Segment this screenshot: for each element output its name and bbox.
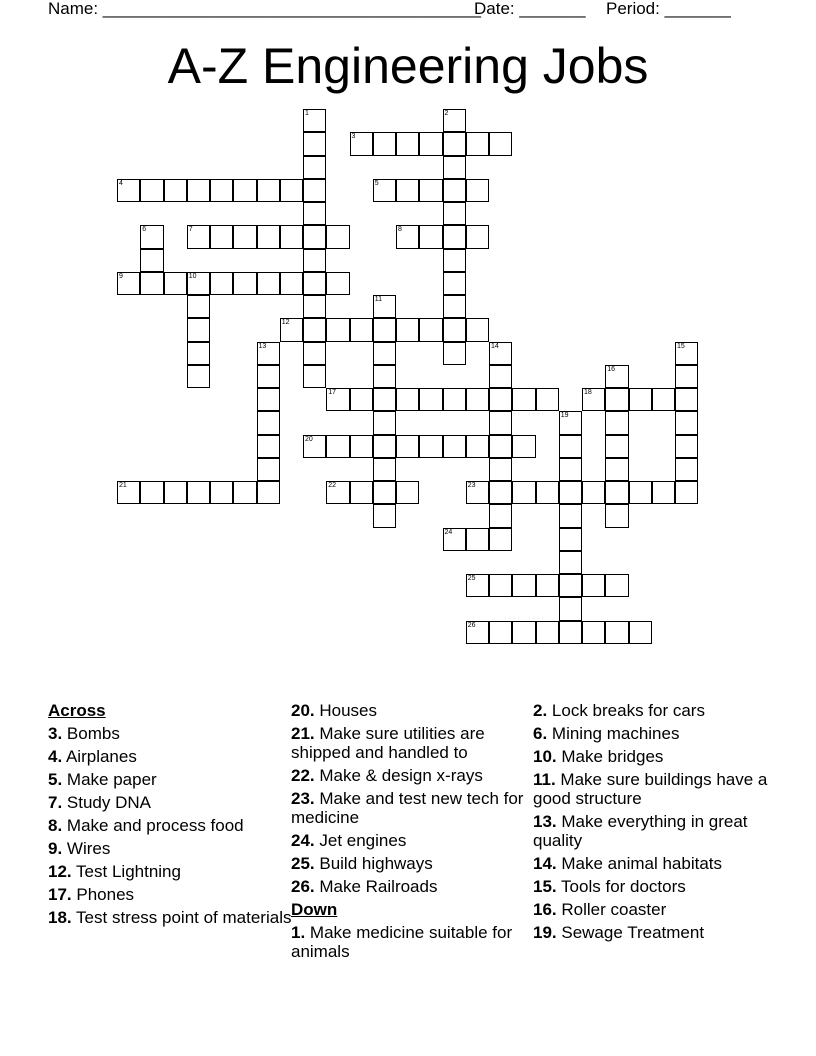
clue-number: 21 xyxy=(119,482,127,489)
grid-cell[interactable] xyxy=(373,481,396,504)
clue-number: 14. xyxy=(533,854,557,873)
grid-cell[interactable] xyxy=(489,411,512,434)
clue-item xyxy=(533,770,778,808)
grid-cell[interactable] xyxy=(443,202,466,225)
grid-cell[interactable] xyxy=(164,272,187,295)
grid-cell[interactable] xyxy=(326,318,349,341)
grid-cell[interactable] xyxy=(559,597,582,620)
grid-cell[interactable] xyxy=(605,574,628,597)
clue-number: 18 xyxy=(584,389,592,396)
clue-item xyxy=(48,793,293,812)
clue-item xyxy=(533,701,778,720)
grid-cell[interactable] xyxy=(443,109,466,132)
grid-cell[interactable] xyxy=(489,621,512,644)
clue-number: 12. xyxy=(48,862,72,881)
grid-cell[interactable] xyxy=(489,574,512,597)
grid-cell[interactable] xyxy=(257,388,280,411)
grid-cell[interactable] xyxy=(443,388,466,411)
grid-cell[interactable] xyxy=(605,458,628,481)
clue-number: 4. xyxy=(48,747,63,766)
grid-cell[interactable] xyxy=(466,132,489,155)
grid-cell[interactable] xyxy=(582,574,605,597)
clue-number: 4 xyxy=(119,179,123,187)
grid-cell[interactable] xyxy=(605,365,628,388)
clue-number: 18. xyxy=(48,908,72,927)
page-title: A-Z Engineering Jobs xyxy=(167,38,649,94)
clue-text: Build highways xyxy=(314,854,433,873)
clue-item xyxy=(48,839,293,858)
grid-cell[interactable] xyxy=(443,272,466,295)
clue-number: 21. xyxy=(291,724,315,743)
grid-cell[interactable] xyxy=(512,435,535,458)
down-heading: Down xyxy=(291,900,338,919)
clue-number: 9. xyxy=(48,839,63,858)
clue-text: Lock breaks for cars xyxy=(547,701,705,720)
grid-cell[interactable] xyxy=(303,318,326,341)
clue-number: 8. xyxy=(48,816,63,835)
clue-text: Make sure buildings have a good structure xyxy=(533,770,768,808)
grid-cell[interactable] xyxy=(652,481,675,504)
clue-text: Test Lightning xyxy=(71,862,181,881)
grid-cell[interactable] xyxy=(489,458,512,481)
clues-column-2 xyxy=(291,701,536,965)
clue-item xyxy=(533,854,778,873)
clue-number: 8 xyxy=(398,226,402,234)
grid-cell[interactable] xyxy=(512,574,535,597)
grid-cell[interactable] xyxy=(396,388,419,411)
grid-cell[interactable] xyxy=(419,388,442,411)
clue-number: 20. xyxy=(291,701,315,720)
grid-cell[interactable] xyxy=(559,574,582,597)
grid-cell[interactable] xyxy=(675,481,698,504)
clue-number: 10. xyxy=(533,747,557,766)
grid-cell[interactable] xyxy=(443,132,466,155)
clue-text: Make Railroads xyxy=(314,877,438,896)
grid-cell[interactable] xyxy=(489,481,512,504)
grid-cell[interactable] xyxy=(350,318,373,341)
clue-item xyxy=(291,766,536,785)
clue-number: 17. xyxy=(48,885,72,904)
clue-number: 11. xyxy=(533,770,556,789)
clue-number: 16. xyxy=(533,900,557,919)
grid-cell[interactable] xyxy=(326,435,349,458)
grid-cell[interactable] xyxy=(489,342,512,365)
grid-cell[interactable] xyxy=(629,481,652,504)
grid-cell[interactable] xyxy=(559,458,582,481)
grid-cell[interactable] xyxy=(466,179,489,202)
grid-cell[interactable] xyxy=(350,388,373,411)
grid-cell[interactable] xyxy=(466,388,489,411)
grid-cell[interactable] xyxy=(536,388,559,411)
grid-cell[interactable] xyxy=(675,388,698,411)
grid-cell[interactable] xyxy=(582,621,605,644)
grid-cell[interactable] xyxy=(605,621,628,644)
grid-cell[interactable] xyxy=(466,435,489,458)
clue-number: 22. xyxy=(291,766,315,785)
grid-cell[interactable] xyxy=(257,481,280,504)
grid-cell[interactable] xyxy=(466,528,489,551)
grid-cell[interactable] xyxy=(419,435,442,458)
grid-cell[interactable] xyxy=(512,481,535,504)
grid-cell[interactable] xyxy=(536,481,559,504)
grid-cell[interactable] xyxy=(489,365,512,388)
grid-cell[interactable] xyxy=(559,435,582,458)
clue-text: Jet engines xyxy=(314,831,407,850)
name-field[interactable]: Name: ________________________________________ xyxy=(48,0,481,18)
clue-number: 24. xyxy=(291,831,315,850)
clue-number: 11 xyxy=(374,296,383,303)
across-heading: Across xyxy=(48,701,106,720)
clue-number: 26 xyxy=(467,621,476,629)
clue-number: 19 xyxy=(560,412,569,420)
grid-cell[interactable] xyxy=(117,481,140,504)
grid-cell[interactable] xyxy=(466,481,489,504)
clue-number: 5. xyxy=(48,770,63,789)
grid-cell[interactable] xyxy=(210,272,233,295)
grid-cell[interactable] xyxy=(233,272,256,295)
grid-cell[interactable] xyxy=(140,481,163,504)
clue-number: 15. xyxy=(533,877,557,896)
grid-cell[interactable] xyxy=(559,551,582,574)
clue-text: Test stress point of materials xyxy=(71,908,292,927)
clue-text: Make and process food xyxy=(62,816,244,835)
clue-number: 24 xyxy=(444,528,453,536)
clue-number: 7 xyxy=(188,226,193,234)
clue-item xyxy=(291,789,536,827)
clue-item xyxy=(533,747,778,766)
clue-text: Tools for doctors xyxy=(556,877,686,896)
grid-cell[interactable] xyxy=(326,481,349,504)
grid-cell[interactable] xyxy=(605,504,628,527)
grid-cell[interactable] xyxy=(396,179,419,202)
clue-item xyxy=(533,923,778,942)
clue-number: 22 xyxy=(328,482,337,489)
clue-text: Phones xyxy=(71,885,135,904)
grid-cell[interactable] xyxy=(373,179,396,202)
clue-number: 3. xyxy=(48,724,63,743)
grid-cell[interactable] xyxy=(140,272,163,295)
grid-cell[interactable] xyxy=(582,481,605,504)
grid-cell[interactable] xyxy=(605,388,628,411)
grid-cell[interactable] xyxy=(489,435,512,458)
grid-cell[interactable] xyxy=(373,365,396,388)
clue-item xyxy=(533,724,778,743)
clue-number: 13 xyxy=(258,342,267,350)
clue-item xyxy=(291,923,536,961)
grid-cell[interactable] xyxy=(675,458,698,481)
grid-cell[interactable] xyxy=(303,179,326,202)
grid-cell[interactable] xyxy=(117,179,140,202)
grid-cell[interactable] xyxy=(652,388,675,411)
grid-cell[interactable] xyxy=(373,458,396,481)
grid-cell[interactable] xyxy=(629,388,652,411)
clue-number: 15 xyxy=(677,342,685,350)
grid-cell[interactable] xyxy=(443,318,466,341)
clue-item xyxy=(48,770,293,789)
grid-cell[interactable] xyxy=(512,621,535,644)
clue-text: Make and test new tech for medicine xyxy=(291,789,524,827)
clue-text: Mining machines xyxy=(547,724,680,743)
grid-cell[interactable] xyxy=(489,528,512,551)
grid-cell[interactable] xyxy=(559,481,582,504)
clue-text: Airplanes xyxy=(62,747,137,766)
grid-cell[interactable] xyxy=(280,225,303,248)
grid-cell[interactable] xyxy=(373,132,396,155)
grid-cell[interactable] xyxy=(675,365,698,388)
clue-number: 7. xyxy=(48,793,63,812)
grid-cell[interactable] xyxy=(257,272,280,295)
clue-item xyxy=(48,816,293,835)
clue-number: 23 xyxy=(467,482,476,489)
clue-item xyxy=(533,877,778,896)
grid-cell[interactable] xyxy=(629,621,652,644)
grid-cell[interactable] xyxy=(419,132,442,155)
grid-cell[interactable] xyxy=(675,435,698,458)
grid-cell[interactable] xyxy=(443,295,466,318)
clue-text: Bombs xyxy=(62,724,120,743)
clue-item xyxy=(48,908,293,927)
grid-cell[interactable] xyxy=(373,435,396,458)
grid-cell[interactable] xyxy=(140,179,163,202)
clue-number: 1 xyxy=(305,110,309,117)
grid-cell[interactable] xyxy=(257,435,280,458)
grid-cell[interactable] xyxy=(140,225,163,248)
grid-cell[interactable] xyxy=(419,179,442,202)
grid-cell[interactable] xyxy=(536,621,559,644)
grid-cell[interactable] xyxy=(373,411,396,434)
grid-cell[interactable] xyxy=(140,249,163,272)
clue-text: Make sure utilities are shipped and handled to xyxy=(291,724,485,762)
grid-cell[interactable] xyxy=(257,342,280,365)
clue-text: Make paper xyxy=(62,770,157,789)
clue-number: 13. xyxy=(533,812,557,831)
clue-number: 17 xyxy=(328,389,337,396)
grid-cell[interactable] xyxy=(396,481,419,504)
grid-cell[interactable] xyxy=(559,528,582,551)
clue-item xyxy=(48,724,293,743)
grid-cell[interactable] xyxy=(164,179,187,202)
clue-item xyxy=(291,854,536,873)
grid-cell[interactable] xyxy=(512,388,535,411)
grid-cell[interactable] xyxy=(373,504,396,527)
clues-column-1 xyxy=(48,701,293,931)
grid-cell[interactable] xyxy=(559,411,582,434)
grid-cell[interactable] xyxy=(280,272,303,295)
clue-text: Make bridges xyxy=(556,747,664,766)
grid-cell[interactable] xyxy=(466,621,489,644)
clue-text: Wires xyxy=(62,839,111,858)
grid-cell[interactable] xyxy=(419,225,442,248)
grid-cell[interactable] xyxy=(396,435,419,458)
grid-cell[interactable] xyxy=(210,225,233,248)
grid-cell[interactable] xyxy=(489,388,512,411)
grid-cell[interactable] xyxy=(443,156,466,179)
grid-cell[interactable] xyxy=(559,621,582,644)
grid-cell[interactable] xyxy=(466,225,489,248)
grid-cell[interactable] xyxy=(187,481,210,504)
clue-item xyxy=(291,701,536,720)
grid-cell[interactable] xyxy=(233,225,256,248)
clue-number: 10 xyxy=(188,272,197,280)
grid-cell[interactable] xyxy=(187,365,210,388)
grid-cell[interactable] xyxy=(443,249,466,272)
grid-cell[interactable] xyxy=(187,295,210,318)
grid-cell[interactable] xyxy=(257,179,280,202)
grid-cell[interactable] xyxy=(257,411,280,434)
clue-item xyxy=(291,831,536,850)
grid-cell[interactable] xyxy=(443,179,466,202)
clue-item xyxy=(291,877,536,896)
grid-cell[interactable] xyxy=(303,435,326,458)
clue-number: 25. xyxy=(291,854,315,873)
clue-number: 25 xyxy=(467,575,476,582)
grid-cell[interactable] xyxy=(675,411,698,434)
grid-cell[interactable] xyxy=(326,225,349,248)
grid-cell[interactable] xyxy=(443,342,466,365)
clue-text: Make medicine suitable for animals xyxy=(291,923,513,961)
grid-cell[interactable] xyxy=(605,411,628,434)
grid-cell[interactable] xyxy=(489,504,512,527)
grid-cell[interactable] xyxy=(187,225,210,248)
clue-text: Sewage Treatment xyxy=(556,923,705,942)
grid-cell[interactable] xyxy=(303,342,326,365)
grid-cell[interactable] xyxy=(350,435,373,458)
grid-cell[interactable] xyxy=(396,225,419,248)
grid-cell[interactable] xyxy=(210,481,233,504)
grid-cell[interactable] xyxy=(303,249,326,272)
grid-cell[interactable] xyxy=(303,156,326,179)
clue-item xyxy=(533,812,778,850)
grid-cell[interactable] xyxy=(443,225,466,248)
grid-cell[interactable] xyxy=(210,179,233,202)
grid-cell[interactable] xyxy=(280,179,303,202)
grid-cell[interactable] xyxy=(187,272,210,295)
grid-cell[interactable] xyxy=(187,179,210,202)
grid-cell[interactable] xyxy=(187,318,210,341)
grid-cell[interactable] xyxy=(443,435,466,458)
clue-number: 19. xyxy=(533,923,557,942)
grid-cell[interactable] xyxy=(373,342,396,365)
clues-column-3 xyxy=(533,701,778,946)
clue-number: 16 xyxy=(607,365,616,373)
grid-cell[interactable] xyxy=(373,295,396,318)
clue-number: 14 xyxy=(491,342,499,350)
grid-cell[interactable] xyxy=(373,388,396,411)
grid-cell[interactable] xyxy=(303,132,326,155)
grid-cell[interactable] xyxy=(326,388,349,411)
grid-cell[interactable] xyxy=(187,342,210,365)
clue-number: 1. xyxy=(291,923,306,942)
grid-cell[interactable] xyxy=(605,435,628,458)
clue-item xyxy=(48,747,293,766)
grid-cell[interactable] xyxy=(326,272,349,295)
clue-text: Make animal habitats xyxy=(556,854,723,873)
grid-cell[interactable] xyxy=(303,202,326,225)
clue-text: Roller coaster xyxy=(556,900,667,919)
clue-number: 3 xyxy=(351,133,356,141)
grid-cell[interactable] xyxy=(675,342,698,365)
grid-cell[interactable] xyxy=(233,481,256,504)
grid-cell[interactable] xyxy=(303,272,326,295)
grid-cell[interactable] xyxy=(350,132,373,155)
grid-cell[interactable] xyxy=(303,225,326,248)
clue-number: 9 xyxy=(119,272,123,280)
clue-number: 6. xyxy=(533,724,548,743)
grid-cell[interactable] xyxy=(303,109,326,132)
grid-cell[interactable] xyxy=(117,272,140,295)
grid-cell[interactable] xyxy=(303,365,326,388)
grid-cell[interactable] xyxy=(257,458,280,481)
grid-cell[interactable] xyxy=(396,318,419,341)
period-field[interactable]: Period: _______ xyxy=(606,0,731,18)
grid-cell[interactable] xyxy=(257,225,280,248)
clue-number: 23. xyxy=(291,789,315,808)
grid-cell[interactable] xyxy=(350,481,373,504)
clue-item xyxy=(291,724,536,762)
clue-text: Study DNA xyxy=(62,793,151,812)
grid-cell[interactable] xyxy=(396,132,419,155)
clue-text: Make everything in great quality xyxy=(533,812,748,850)
grid-cell[interactable] xyxy=(443,528,466,551)
date-field[interactable]: Date: _______ xyxy=(474,0,586,18)
grid-cell[interactable] xyxy=(419,318,442,341)
clue-number: 12 xyxy=(281,319,290,327)
grid-cell[interactable] xyxy=(489,132,512,155)
clue-number: 2. xyxy=(533,701,548,720)
grid-cell[interactable] xyxy=(582,388,605,411)
clue-text: Make & design x-rays xyxy=(314,766,483,785)
grid-cell[interactable] xyxy=(373,318,396,341)
clue-item xyxy=(533,900,778,919)
grid-cell[interactable] xyxy=(536,574,559,597)
grid-cell[interactable] xyxy=(559,504,582,527)
grid-cell[interactable] xyxy=(303,295,326,318)
clue-number: 2 xyxy=(444,110,449,117)
grid-cell[interactable] xyxy=(466,574,489,597)
grid-cell[interactable] xyxy=(164,481,187,504)
clue-text: Houses xyxy=(314,701,378,720)
grid-cell[interactable] xyxy=(466,318,489,341)
clue-number: 6 xyxy=(142,226,147,234)
grid-cell[interactable] xyxy=(280,318,303,341)
grid-cell[interactable] xyxy=(257,365,280,388)
clue-item xyxy=(48,862,293,881)
clue-number: 5 xyxy=(374,179,379,187)
clue-item xyxy=(48,885,293,904)
clue-number: 20 xyxy=(305,435,313,443)
clue-number: 26. xyxy=(291,877,315,896)
grid-cell[interactable] xyxy=(233,179,256,202)
grid-cell[interactable] xyxy=(605,481,628,504)
